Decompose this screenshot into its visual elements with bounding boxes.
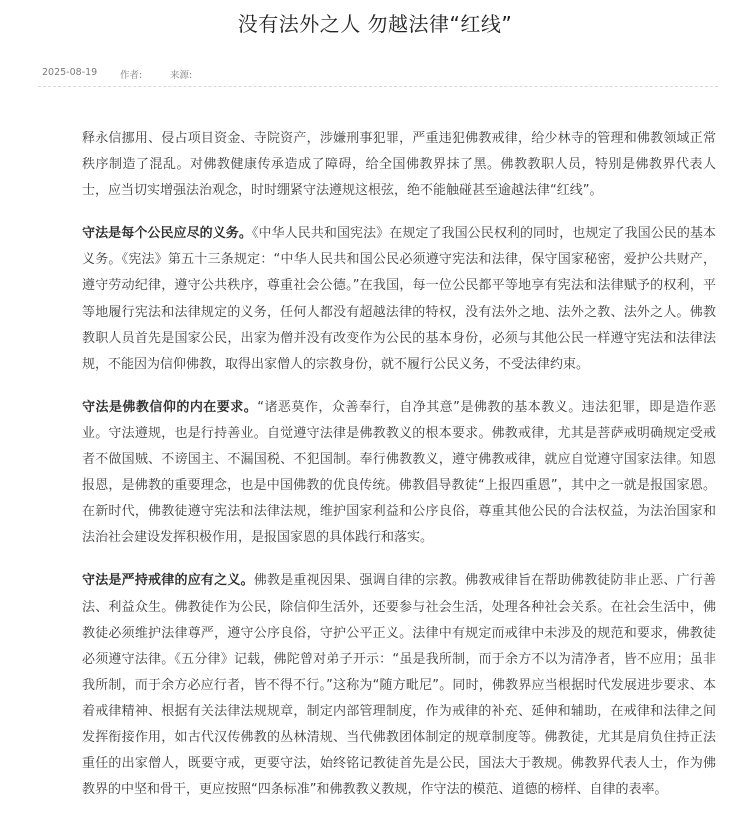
paragraph [82, 126, 716, 204]
author-label: 作者: [120, 70, 143, 81]
article-meta [42, 67, 192, 81]
paragraph-text: 释永信挪用、侵占项目资金、寺院资产，涉嫌刑事犯罪，严重违犯佛教戒律，给少林寺的管理和佛教领域正常秩序制造了混乱。对佛教健康传承造成了障碍，给全国佛教界抹了黑。佛教教职人员，特别是佛教界代表人士，应当切实增强法治观念，时时绷紧守法遵规这根弦，绝不能触碰甚至逾越法律“红线”。 [82, 131, 716, 199]
source-label: 来源: [170, 70, 193, 81]
paragraph [82, 221, 716, 378]
paragraph-lead: 守法是佛教信仰的内在要求。 [82, 399, 258, 415]
paragraph [82, 568, 716, 803]
paragraph-text: “诸恶莫作，众善奉行，自净其意”是佛教的基本教义。违法犯罪，即是造作恶业。守法遵规，也是行持善业。自觉遵守法律是佛教教义的根本要求。佛教戒律，尤其是菩萨戒明确规定受戒者不做国贼、不谤国主、不漏国税、不犯国制。奉行佛教教义，遵守佛教戒律，就应自觉遵守国家法律。知恩报恩，是佛教的重要理念，也是中国佛教的优良传统。佛教倡导教徒“上报四重恩”，其中之一就是报国家恩。在新时代，佛教徒遵守宪法和法律法规，维护国家利益和公序良俗，尊重其他公民的合法权益，为法治国家和法治社会建设发挥积极作用，是报国家恩的具体践行和落实。 [82, 399, 716, 546]
article-body [82, 126, 716, 820]
paragraph-lead: 守法是严持戒律的应有之义。 [82, 573, 254, 589]
paragraph-text: 佛教是重视因果、强调自律的宗教。佛教戒律旨在帮助佛教徒防非止恶、广行善法、利益众生。佛教徒作为公民，除信仰生活外，还要参与社会生活，处理各种社会关系。在社会生活中，佛教徒必须维护法律尊严，遵守公序良俗，守护公平正义。法律中有规定而戒律中未涉及的规范和要求，佛教徒必须遵守法律。《五分律》记载，佛陀曾对弟子开示：“虽是我所制，而于余方不以为清净者，皆不应用；虽非我所制，而于余方必应行者，皆不得不行。”这称为“随方毗尼”。同时，佛教界应当根据时代发展进步要求、本着戒律精神、根据有关法律法规规章，制定内部管理制度，作为戒律的补充、延伸和辅助，在戒律和法律之间发挥衔接作用，如古代汉传佛教的丛林清规、当代佛教团体制定的规章制度等。佛教徒，尤其是肩负住持正法重任的出家僧人，既要守戒，更要守法，始终铭记教徒首先是公民，国法大于教规。佛教界代表人士，作为佛教界的中坚和骨干，更应按照“四条标准”和佛教教义教规，作守法的模范、道德的榜样、自律的表率。 [82, 573, 716, 798]
paragraph-lead: 守法是每个公民应尽的义务。 [82, 226, 252, 242]
article-title: 没有法外之人 勿越法律“红线” [237, 12, 513, 36]
meta-divider [38, 86, 718, 87]
paragraph-text: 《中华人民共和国宪法》在规定了我国公民权利的同时，也规定了我国公民的基本义务。《宪法》第五十三条规定：“中华人民共和国公民必须遵守宪法和法律，保守国家秘密，爱护公共财产，遵守劳动纪律，遵守公共秩序，尊重社会公德。”在我国，每一位公民都平等地享有宪法和法律赋予的权利，平等地履行宪法和法律规定的义务，任何人都没有超越法律的特权，没有法外之地、法外之教、法外之人。佛教教职人员首先是国家公民，出家为僧并没有改变作为公民的基本身份，必须与其他公民一样遵守宪法和法律法规，不能因为信仰佛教，取得出家僧人的宗教身份，就不履行公民义务，不受法律约束。 [82, 226, 716, 372]
publish-date: 2025-08-19 [42, 67, 98, 78]
paragraph [82, 395, 716, 552]
